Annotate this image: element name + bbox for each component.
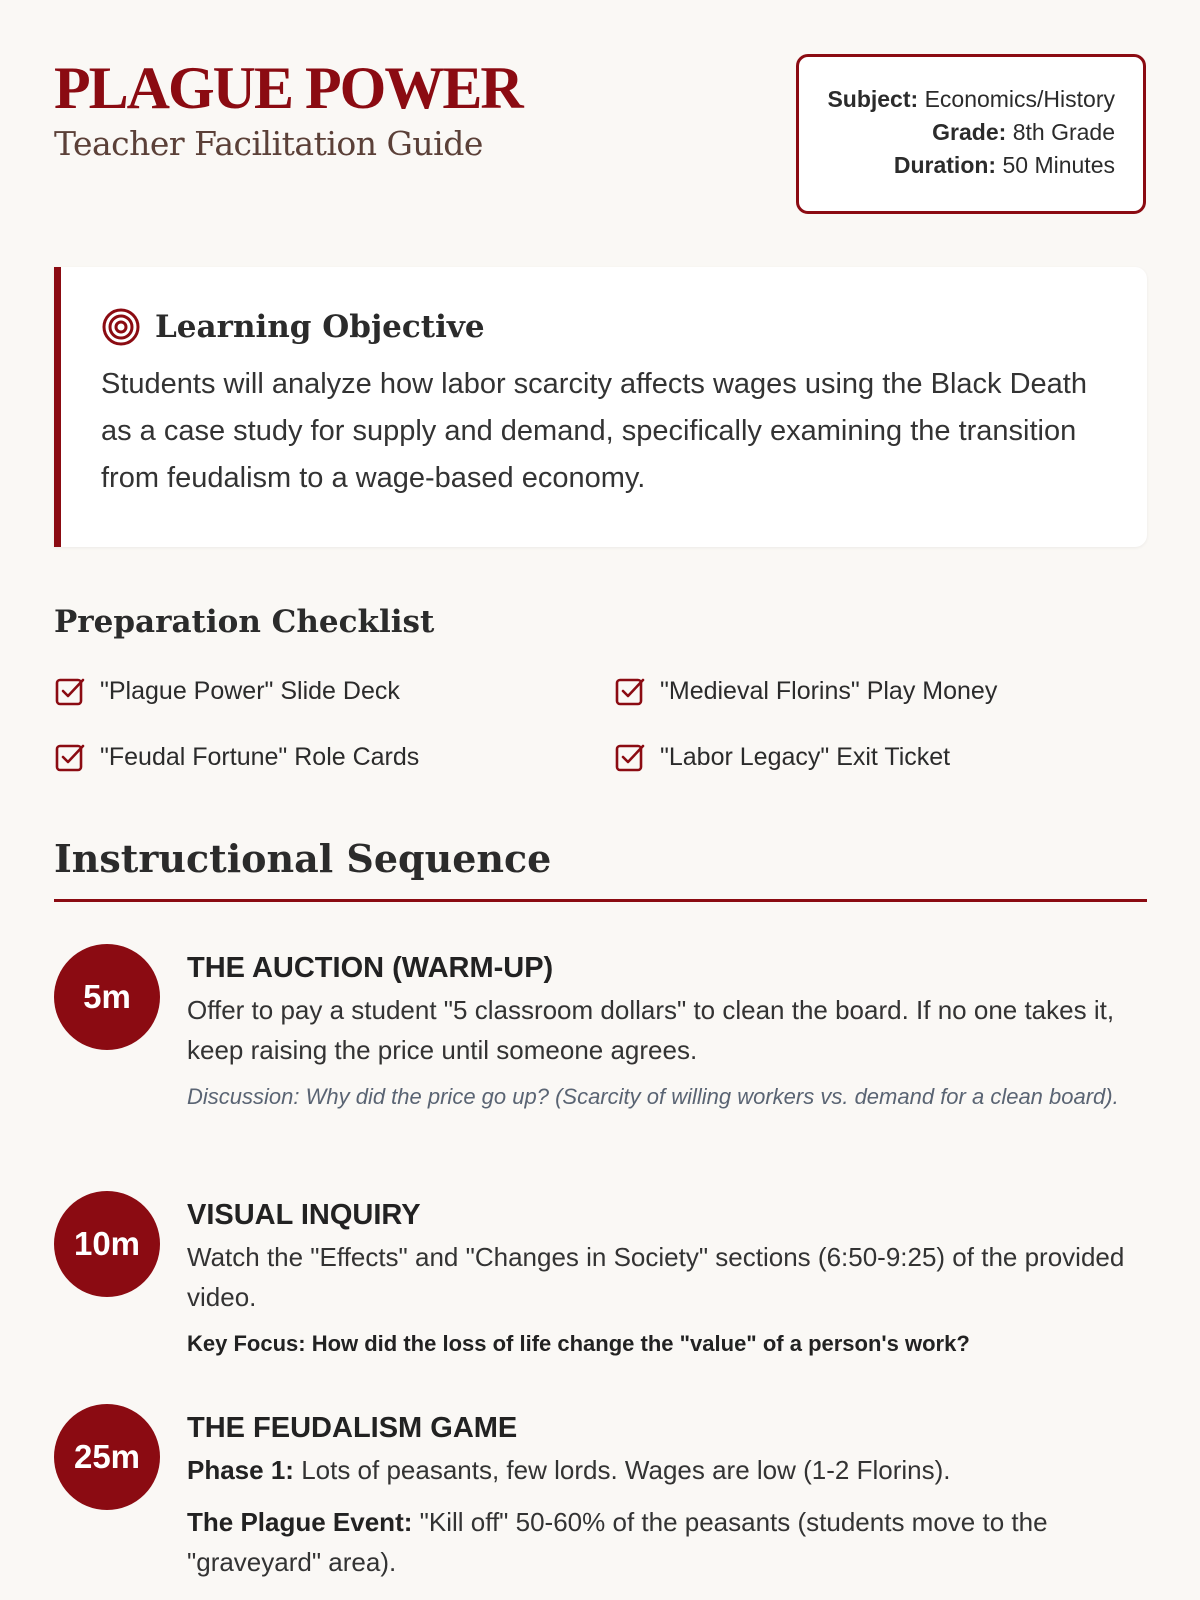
step-body: [187, 944, 1147, 1114]
checklist-item-label: "Medieval Florins" Play Money: [660, 676, 998, 705]
time-badge: 25m: [54, 1404, 160, 1510]
checkbox-checked-icon: [54, 675, 86, 707]
subject-value: Economics/History: [924, 86, 1115, 112]
grade-label: Grade:: [932, 119, 1007, 145]
checklist-item: [614, 739, 1147, 775]
step-heading: VISUAL INQUIRY: [187, 1199, 421, 1231]
checkbox-checked-icon: [614, 675, 646, 707]
checklist-item-label: "Feudal Fortune" Role Cards: [100, 742, 420, 771]
plague-event-body: "Kill off" 50-60% of the peasants (students move to the "graveyard" area).: [187, 1507, 1048, 1577]
page-subtitle: Teacher Facilitation Guide: [54, 124, 483, 163]
phase-1-body: Lots of peasants, few lords. Wages are low (1-2 Florins).: [301, 1455, 951, 1485]
duration-value: 50 Minutes: [1002, 152, 1115, 178]
time-badge: 5m: [54, 944, 160, 1050]
header: [54, 0, 1146, 232]
time-badge: 10m: [54, 1191, 160, 1297]
preparation-title: Preparation Checklist: [54, 604, 435, 640]
grade-value: 8th Grade: [1012, 119, 1115, 145]
learning-objective-card: [54, 267, 1147, 547]
duration-row: [799, 149, 1115, 182]
step-text: Watch the "Effects" and "Changes in Society" sections (6:50-9:25) of the provided video.: [187, 1242, 1125, 1312]
checklist-item: [54, 673, 614, 709]
step-discussion-note: Discussion: Why did the price go up? (Scarcity of willing workers vs. demand for a clean board).: [187, 1084, 1119, 1109]
duration-label: Duration:: [893, 152, 997, 178]
step-text: Offer to pay a student "5 classroom dollars" to clean the board. If no one takes it, keep raising the price until someone agrees.: [187, 995, 1115, 1065]
plague-event-label: The Plague Event:: [187, 1507, 413, 1537]
step-heading: THE AUCTION (WARM-UP): [187, 952, 554, 984]
grade-row: [799, 116, 1115, 149]
sequence-title: Instructional Sequence: [54, 836, 552, 881]
step-body: [187, 1404, 1147, 1582]
checklist-item-label: "Plague Power" Slide Deck: [100, 676, 400, 705]
preparation-checklist: [54, 673, 1147, 775]
objective-text: Students will analyze how labor scarcity affects wages using the Black Death as a case study for supply and demand, specifically examining the transition from feudalism to a wage-based economy.: [101, 368, 1087, 494]
checkbox-checked-icon: [54, 741, 86, 773]
subject-row: [799, 83, 1115, 116]
plague-event-text: [187, 1502, 1147, 1582]
objective-title: Learning Objective: [155, 309, 485, 345]
step-heading: THE FEUDALISM GAME: [187, 1412, 518, 1444]
phase-1-label: Phase 1:: [187, 1455, 294, 1485]
checklist-item-label: "Labor Legacy" Exit Ticket: [660, 742, 951, 771]
target-icon: [101, 307, 141, 347]
checklist-item: [614, 673, 1147, 709]
subject-label: Subject:: [827, 86, 919, 112]
checklist-item: [54, 739, 614, 775]
step-key-focus: Key Focus: How did the loss of life change the "value" of a person's work?: [187, 1331, 970, 1356]
sequence-divider: [54, 899, 1147, 902]
page-title: PLAGUE POWER: [54, 55, 522, 121]
objective-header: [101, 307, 1087, 347]
phase-1-text: [187, 1450, 1147, 1490]
lesson-meta-box: [796, 54, 1146, 214]
step-body: [187, 1191, 1147, 1361]
checkbox-checked-icon: [614, 741, 646, 773]
